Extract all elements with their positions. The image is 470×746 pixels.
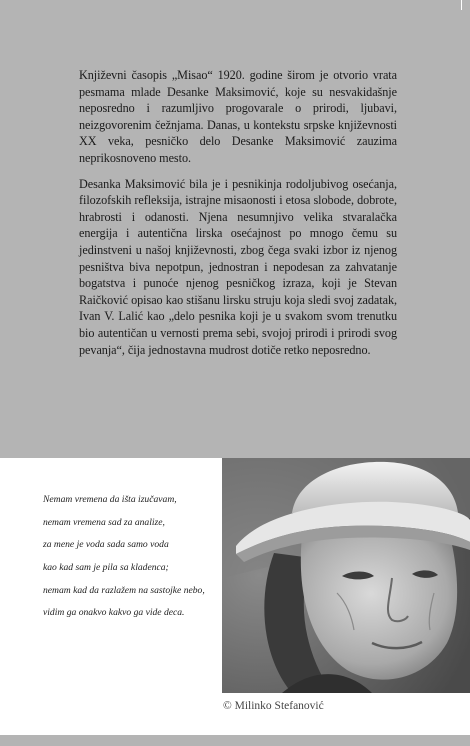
poem-line: Nemam vremena da išta izučavam, (43, 494, 177, 505)
paragraph-2: Desanka Maksimović bila je i pesnikinja rodoljubivog osećanja, filozofskih refleksija, istrajne misaonosti i etosa slobode, dobrote, hrabrosti i odanosti. Njena nesumnjivo velika stvaralačka energija i autentična lirska osećajnost po mnogo čemu su jedinstveni u našoj književnosti, zbog čega svaki izbor iz njenog pesništva biva nepotpun, jednostran i nepodesan za zahvatanje bogatstva i punoće njenog pesničkog izraza, koji je Stevan Raičković opisao kao stišanu lirsku struju koja sledi svoj zadatak, Ivan V. Lalić kao „delo pesnika koji je u svakom svom trenutku bio autentičan u vernosti prema sebi, svojoj prirodi i prirodi svog pevanja“, čija jednostavna mudrost dotiče retko neposredno. (79, 176, 397, 357)
footer-band (0, 735, 470, 746)
poem-line: kao kad sam je pila sa kladenca; (43, 562, 169, 574)
blurb-text (79, 67, 397, 367)
portrait-illustration (222, 458, 470, 693)
portrait-photo (222, 458, 470, 693)
paragraph-1: Književni časopis „Misao“ 1920. godine širom je otvorio vrata pesmama mlade Desanke Maksimović, koje su nesvakidašnje neposredno i razumljivo progovarale o prirodi, ljubavi, neizgovorenim čežnjama. Danas, u kontekstu srpske književnosti XX veka, pesničko delo Desanke Maksimović zauzima neprikosnoveno mesto. (79, 68, 397, 165)
poem-line: za mene je voda sada samo voda (43, 539, 169, 551)
poem-line: vidim ga onakvo kakvo ga vide deca. (43, 607, 185, 619)
corner-mark (461, 0, 462, 10)
bottom-panel (0, 458, 470, 746)
poem-line: nemam kad da razlažem na sastojke nebo, (43, 584, 205, 596)
photo-credit: © Milinko Stefanović (223, 700, 324, 712)
poem-excerpt (43, 494, 228, 630)
poem-line: nemam vremena sad za analize, (43, 516, 165, 528)
